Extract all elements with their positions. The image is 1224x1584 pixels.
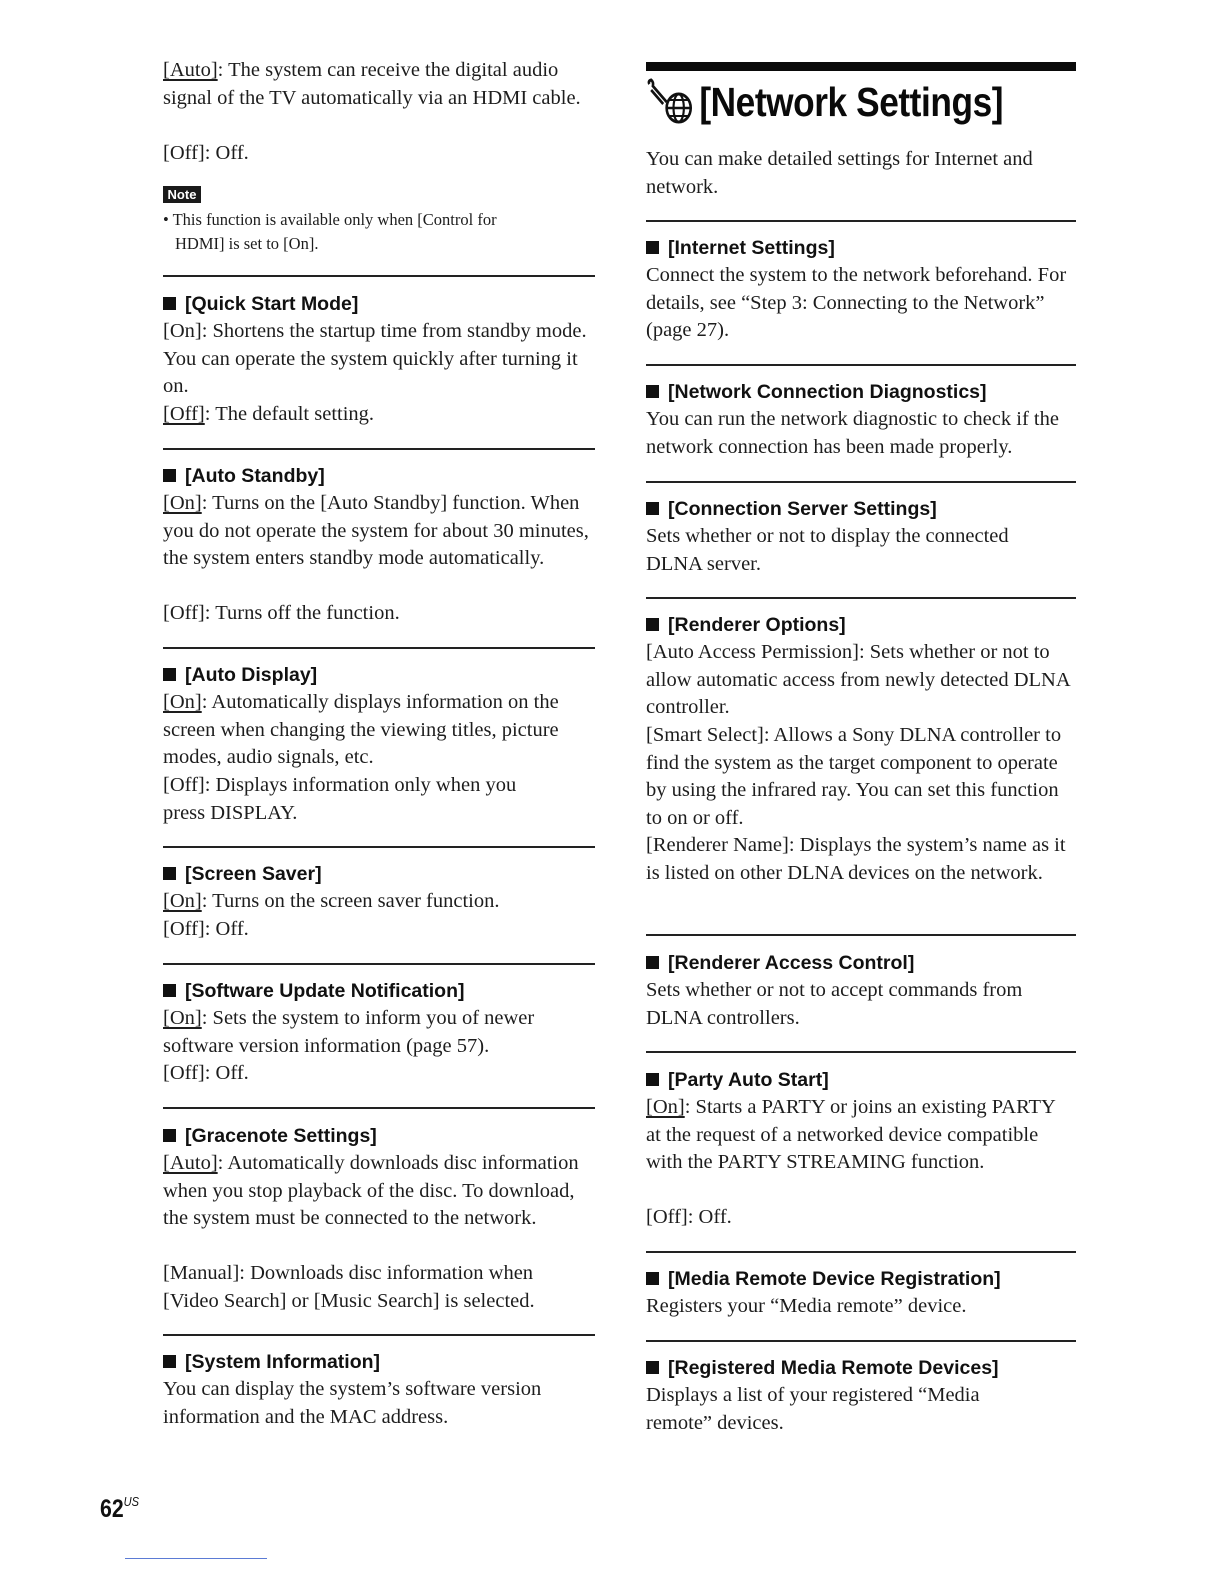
section-divider — [163, 1334, 595, 1336]
registered-media-remotes-text: Displays a list of your registered “Media remote” devices. — [646, 1384, 980, 1434]
renderer-access-control-text: Sets whether or not to accept commands from DLNA controllers. — [646, 979, 1023, 1029]
auto-display-off-text: [Off]: Displays information only when you press DISPLAY. — [163, 774, 517, 824]
section-divider — [646, 1051, 1076, 1053]
section-divider — [646, 934, 1076, 936]
internet-settings-text: Connect the system to the network beforehand. For details, see “Step 3: Connecting to the Network” (page 27). — [646, 264, 1067, 341]
media-remote-registration-heading: [Media Remote Device Registration] — [646, 1267, 1001, 1291]
square-bullet-icon — [646, 618, 659, 631]
section-divider — [163, 1107, 595, 1109]
auto-option-label: [Auto] — [163, 59, 218, 81]
internet-settings-heading: [Internet Settings] — [646, 236, 835, 260]
party-auto-start-heading: [Party Auto Start] — [646, 1068, 829, 1092]
square-bullet-icon — [163, 984, 176, 997]
renderer-options-heading: [Renderer Options] — [646, 613, 846, 637]
section-divider — [163, 963, 595, 965]
square-bullet-icon — [646, 1272, 659, 1285]
connection-server-text: Sets whether or not to display the connected DLNA server. — [646, 525, 1009, 575]
square-bullet-icon — [646, 1073, 659, 1086]
section-divider — [163, 846, 595, 848]
auto-display-heading: [Auto Display] — [163, 663, 317, 687]
square-bullet-icon — [646, 385, 659, 398]
registered-media-remotes-heading: [Registered Media Remote Devices] — [646, 1356, 999, 1380]
note-text: • This function is available only when [Control for HDMI] is set to [On]. — [163, 210, 497, 253]
auto-standby-heading: [Auto Standby] — [163, 464, 325, 488]
square-bullet-icon — [163, 867, 176, 880]
gracenote-settings-heading: [Gracenote Settings] — [163, 1124, 377, 1148]
section-divider — [163, 448, 595, 450]
screen-saver-heading: [Screen Saver] — [163, 862, 322, 886]
square-bullet-icon — [646, 502, 659, 515]
section-divider — [646, 1251, 1076, 1253]
party-auto-start-on-text: [On]: Starts a PARTY or joins an existing PARTY at the request of a networked device compatible with the PARTY STREAMING function. — [646, 1096, 1056, 1173]
software-update-heading: [Software Update Notification] — [163, 979, 465, 1003]
system-information-text: You can display the system’s software version information and the MAC address. — [163, 1378, 542, 1428]
renderer-name-text: [Renderer Name]: Displays the system’s name as it is listed on other DLNA devices on the network. — [646, 834, 1066, 884]
section-divider — [646, 220, 1076, 222]
square-bullet-icon — [163, 668, 176, 681]
gracenote-manual-text: [Manual]: Downloads disc information when [Video Search] or [Music Search] is selected. — [163, 1262, 535, 1312]
screen-saver-on-text: [On]: Turns on the screen saver function. — [163, 890, 500, 912]
quick-start-on-text: [On]: Shortens the startup time from standby mode. You can operate the system quickly after turning it on. — [163, 320, 587, 397]
network-settings-intro: You can make detailed settings for Internet and network. — [646, 148, 1033, 198]
square-bullet-icon — [646, 1361, 659, 1374]
auto-standby-off-line: [Off]: Turns off the function. — [163, 602, 400, 624]
network-diagnostics-text: You can run the network diagnostic to check if the network connection has been made properly. — [646, 408, 1059, 458]
quick-start-mode-heading: [Quick Start Mode] — [163, 292, 358, 316]
note-badge: Note — [163, 186, 201, 203]
section-title-bar — [646, 62, 1076, 71]
auto-access-permission-text: [Auto Access Permission]: Sets whether or not to allow automatic access from newly detected DLNA controller. — [646, 641, 1070, 718]
section-divider — [646, 1340, 1076, 1342]
section-divider — [163, 647, 595, 649]
square-bullet-icon — [163, 469, 176, 482]
auto-display-on-text: [On]: Automatically displays information on the screen when changing the viewing titles, picture modes, audio signals, etc. — [163, 691, 559, 768]
square-bullet-icon — [646, 241, 659, 254]
square-bullet-icon — [646, 956, 659, 969]
square-bullet-icon — [163, 297, 176, 310]
renderer-access-control-heading: [Renderer Access Control] — [646, 951, 914, 975]
quick-start-off-line: [Off]: The default setting. — [163, 403, 375, 425]
media-remote-registration-text: Registers your “Media remote” device. — [646, 1295, 967, 1317]
bottom-rule — [125, 1558, 267, 1559]
hdmi-audio-off-line: [Off]: Off. — [163, 142, 249, 164]
page-region-suffix: US — [123, 1494, 139, 1509]
auto-standby-on-text: [On]: Turns on the [Auto Standby] function. When you do not operate the system for about 30 minutes, the system enters standby mode automatically. — [163, 492, 589, 569]
section-divider — [163, 275, 595, 277]
network-settings-title: [Network Settings] — [646, 78, 1003, 126]
software-update-off-line: [Off]: Off. — [163, 1062, 249, 1084]
section-divider — [646, 597, 1076, 599]
square-bullet-icon — [163, 1355, 176, 1368]
section-divider — [646, 481, 1076, 483]
party-auto-start-off-line: [Off]: Off. — [646, 1206, 732, 1228]
software-update-on-text: [On]: Sets the system to inform you of newer software version information (page 57). — [163, 1007, 535, 1057]
gracenote-auto-text: [Auto]: Automatically downloads disc information when you stop playback of the disc. To download, the system must be connected to the network. — [163, 1152, 579, 1229]
network-settings-icon — [646, 78, 699, 126]
smart-select-text: [Smart Select]: Allows a Sony DLNA controller to find the system as the target component to operate by using the infrared ray. You can set this function to on or off. — [646, 724, 1062, 829]
square-bullet-icon — [163, 1129, 176, 1142]
hdmi-audio-auto-paragraph: [Auto]: The system can receive the digital audio signal of the TV automatically via an HDMI cable. — [163, 59, 581, 109]
page-number: $62^{US}$ — [100, 1494, 139, 1523]
section-divider — [646, 364, 1076, 366]
screen-saver-off-line: [Off]: Off. — [163, 918, 249, 940]
network-diagnostics-heading: [Network Connection Diagnostics] — [646, 380, 987, 404]
connection-server-heading: [Connection Server Settings] — [646, 497, 937, 521]
system-information-heading: [System Information] — [163, 1350, 380, 1374]
